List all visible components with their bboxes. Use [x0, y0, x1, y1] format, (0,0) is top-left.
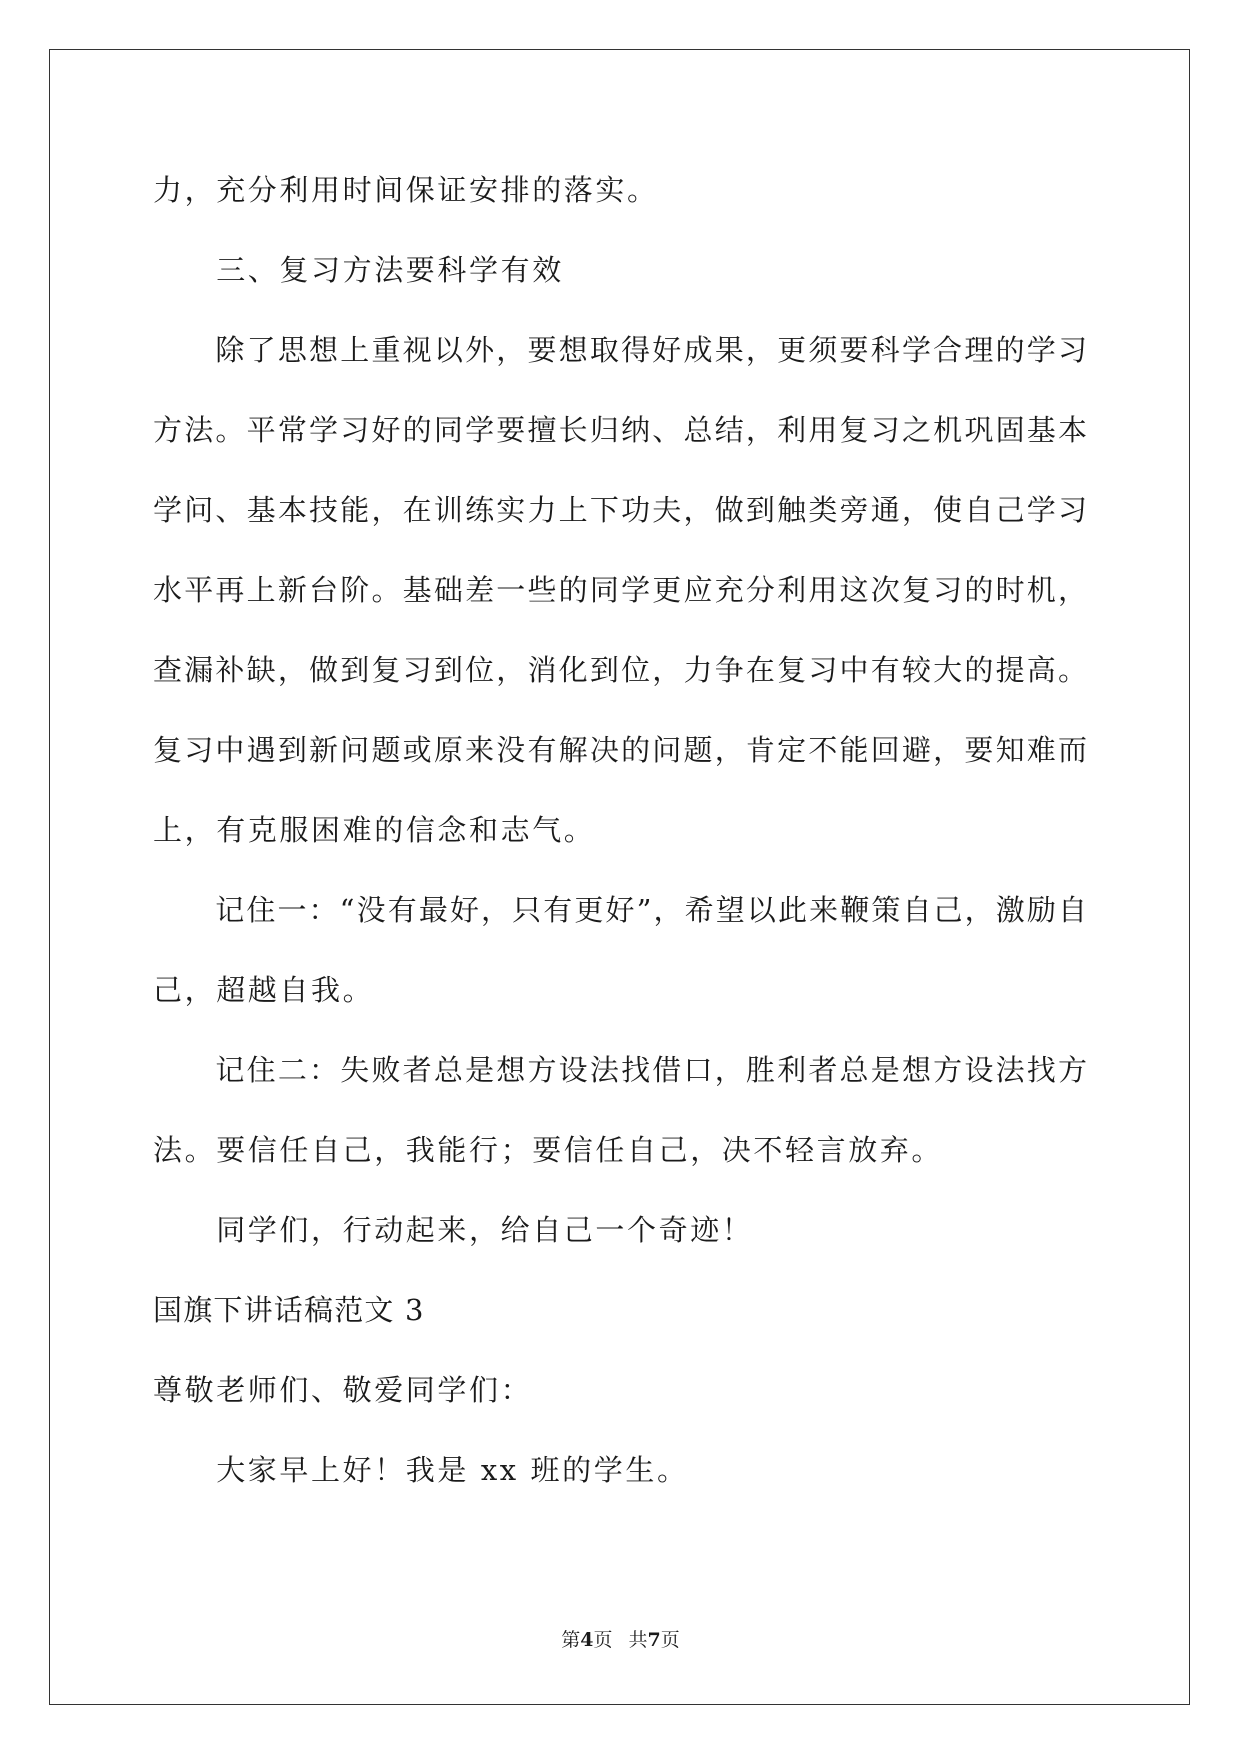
- footer-page-mid: 页: [593, 1629, 613, 1651]
- footer-total-suffix: 页: [660, 1629, 680, 1651]
- text-line: 学问、基本技能，在训练实力上下功夫，做到触类旁通，使自己学习: [153, 493, 1087, 527]
- text-line: 大家早上好！我是 xx 班的学生。: [153, 1453, 689, 1487]
- text-line: 己，超越自我。: [153, 973, 375, 1007]
- text-line: 同学们，行动起来，给自己一个奇迹！: [153, 1213, 754, 1247]
- text-line: 方法。平常学习好的同学要擅长归纳、总结，利用复习之机巩固基本: [153, 413, 1087, 447]
- footer-current-page: 4: [580, 1629, 594, 1651]
- text-line: 记住二：失败者总是想方设法找借口，胜利者总是想方设法找方: [153, 1053, 1087, 1087]
- text-line: 水平再上新台阶。基础差一些的同学更应充分利用这次复习的时机，: [153, 573, 1087, 607]
- footer-total-prefix: 共: [628, 1629, 648, 1651]
- text-line: 法。要信任自己，我能行；要信任自己，决不轻言放弃。: [153, 1133, 944, 1167]
- text-line: 记住一：“没有最好，只有更好”，希望以此来鞭策自己，激励自: [153, 893, 1087, 927]
- text-line: 力，充分利用时间保证安排的落实。: [153, 173, 659, 207]
- page-footer: [0, 1628, 1241, 1652]
- text-line: 复习中遇到新问题或原来没有解决的问题，肯定不能回避，要知难而: [153, 733, 1087, 767]
- footer-total-pages: 7: [647, 1629, 661, 1651]
- footer-page-prefix: 第: [561, 1629, 581, 1651]
- text-line: 上，有克服困难的信念和志气。: [153, 813, 596, 847]
- section-heading: 三、复习方法要科学有效: [153, 253, 564, 287]
- text-line: 除了思想上重视以外，要想取得好成果，更须要科学合理的学习: [153, 333, 1087, 367]
- text-line: 查漏补缺，做到复习到位，消化到位，力争在复习中有较大的提高。: [153, 653, 1087, 687]
- salutation: 尊敬老师们、敬爱同学们：: [153, 1373, 533, 1407]
- article-title: 国旗下讲话稿范文 3: [153, 1293, 425, 1327]
